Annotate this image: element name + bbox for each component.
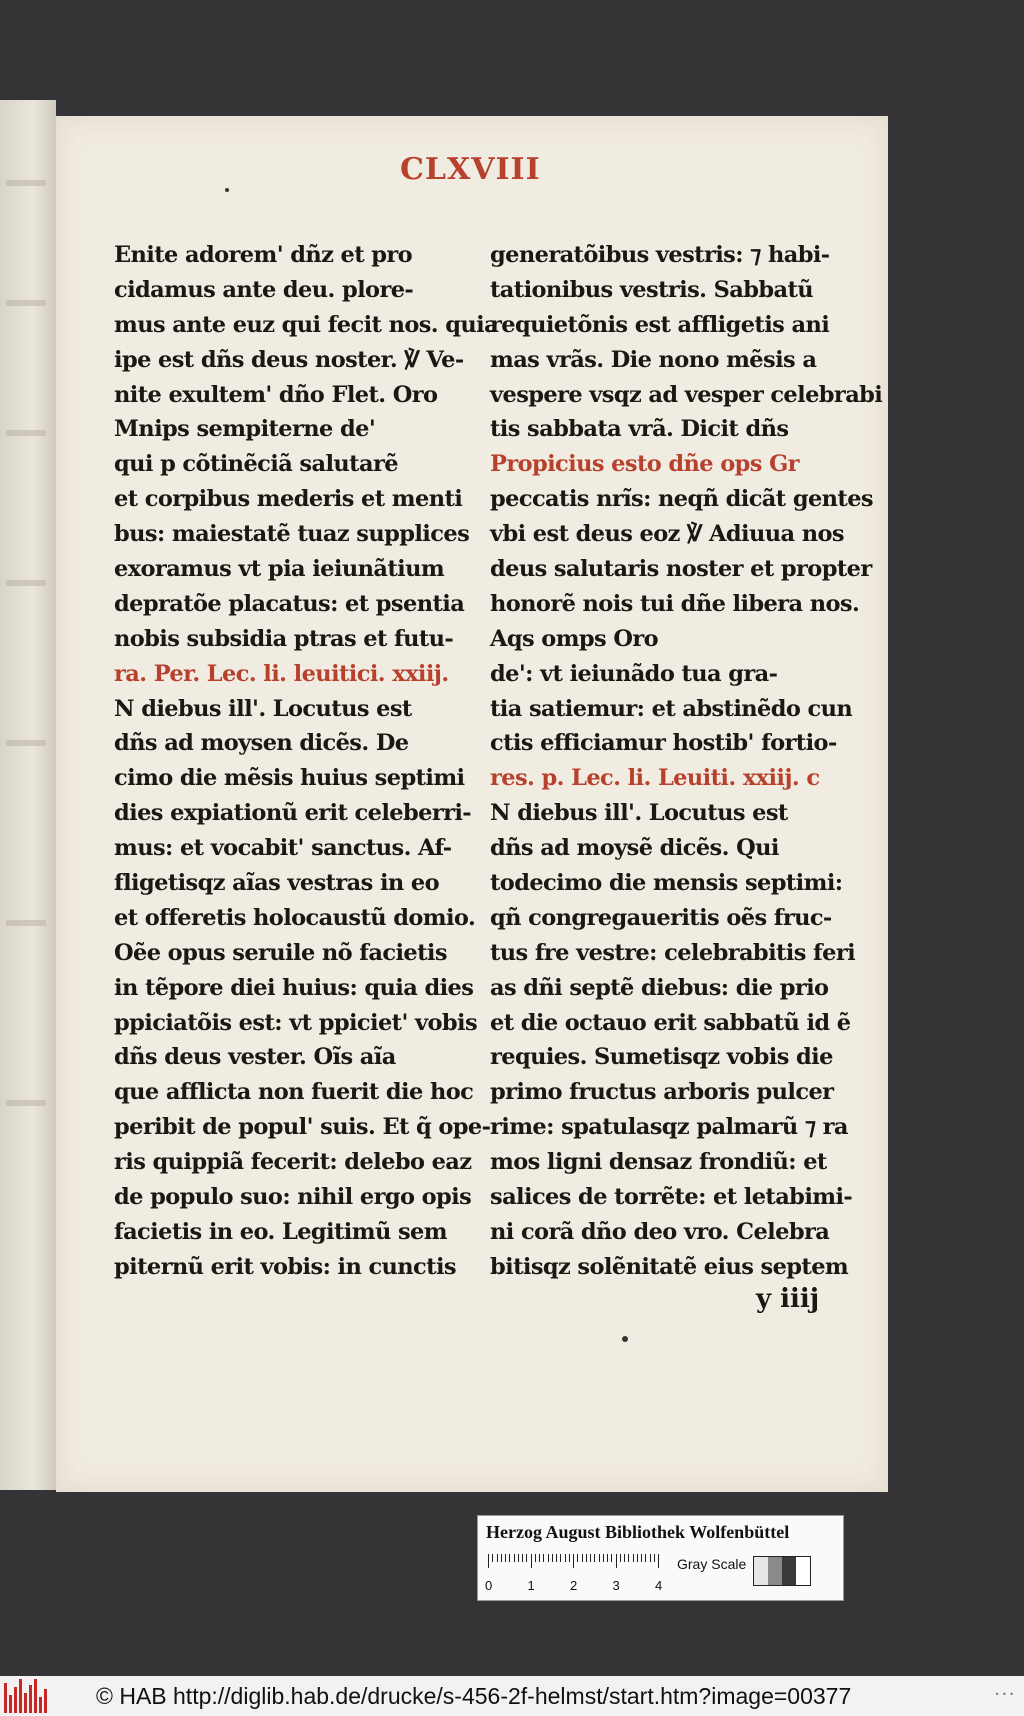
ruler-number: 2 xyxy=(570,1578,578,1593)
footer-bar xyxy=(0,1676,1024,1716)
text-line: in tẽpore diei huius: quia dies xyxy=(114,974,474,1001)
ruler-tick xyxy=(492,1554,493,1562)
text-line: mos ligni densaz frondiũ: et xyxy=(490,1149,827,1176)
text-line: Oẽe opus seruile nõ facietis xyxy=(114,939,447,966)
ruler-tick xyxy=(518,1554,519,1562)
ruler-tick xyxy=(611,1554,612,1562)
ruler-tick xyxy=(509,1554,510,1562)
text-line: N diebus ill'. Locutus est xyxy=(490,800,788,827)
text-line: todecimo die mensis septimi: xyxy=(490,870,843,897)
text-line: de': vt ieiunãdo tua gra- xyxy=(490,660,778,687)
text-line: vbi est deus eoz ℣ Adiuua nos xyxy=(490,521,844,548)
logo-bar xyxy=(24,1693,27,1713)
text-line: generatõibus vestris: ⁊ habi- xyxy=(490,242,830,268)
facing-page-ghost-text xyxy=(6,180,46,186)
facing-page-ghost-text xyxy=(6,740,46,746)
ruler-tick xyxy=(624,1554,625,1562)
text-line: ctis efficiamur hostib' fortio- xyxy=(490,730,837,757)
text-line: ris quippiã fecerit: delebo eaz xyxy=(114,1149,472,1176)
text-line: fligetisqz aĩas vestras in eo xyxy=(114,870,440,897)
text-line: tis sabbata vrã. Dicit dñs xyxy=(490,416,789,443)
text-line: et offeretis holocaustũ domio. xyxy=(114,904,476,931)
ruler-tick xyxy=(552,1554,553,1562)
logo-bar xyxy=(34,1679,37,1713)
gray-swatch xyxy=(782,1557,796,1585)
ruler-number: 1 xyxy=(527,1578,535,1593)
ruler-tick xyxy=(497,1554,498,1562)
ruler-tick xyxy=(620,1554,621,1562)
text-line: qui p cõtinẽciã salutarẽ xyxy=(114,451,398,478)
text-line: res. p. Lec. li. Leuiti. xxiij. c xyxy=(490,765,820,792)
logo-bar xyxy=(44,1689,47,1713)
text-line: Aqs omps Oro xyxy=(490,625,658,652)
ruler-tick xyxy=(488,1554,489,1568)
text-line: dñs ad moysẽ dicẽs. Qui xyxy=(490,835,779,862)
ruler-tick xyxy=(645,1554,646,1562)
text-line: salices de torrẽte: et letabimi- xyxy=(490,1184,853,1211)
text-line: mas vrãs. Die nono mẽsis a xyxy=(490,346,817,373)
facing-page-ghost-text xyxy=(6,430,46,436)
text-line: et corpibus mederis et menti xyxy=(114,486,463,513)
ruler-tick xyxy=(586,1554,587,1562)
logo-bar xyxy=(29,1685,32,1713)
ruler-tick xyxy=(577,1554,578,1562)
book-page xyxy=(56,116,888,1492)
text-line: ipe est dñs deus noster. ℣ Ve- xyxy=(114,346,464,373)
footer-dots: • • • xyxy=(994,1690,1014,1699)
text-line: rime: spatulasqz palmarũ ⁊ ra xyxy=(490,1114,848,1141)
ruler-tick xyxy=(637,1554,638,1562)
text-line: mus: et vocabit' sanctus. Af- xyxy=(114,835,452,862)
ruler-tick xyxy=(590,1554,591,1562)
ruler-tick xyxy=(607,1554,608,1562)
text-line: deus salutaris noster et propter xyxy=(490,556,872,583)
ruler-number: 4 xyxy=(655,1578,663,1593)
ruler-tick xyxy=(548,1554,549,1562)
ruler-number: 3 xyxy=(612,1578,620,1593)
gray-swatch xyxy=(754,1557,768,1585)
text-line: requietõnis est affligetis ani xyxy=(490,311,830,338)
ruler-tick xyxy=(641,1554,642,1562)
color-calibration-card xyxy=(477,1515,844,1601)
ruler-tick xyxy=(543,1554,544,1562)
text-line: Enite adorem' dñz et pro xyxy=(114,242,413,268)
card-title: Herzog August Bibliothek Wolfenbüttel xyxy=(486,1522,790,1542)
ruler-tick xyxy=(514,1554,515,1562)
ruler-tick xyxy=(650,1554,651,1562)
text-line: primo fructus arboris pulcer xyxy=(490,1079,834,1106)
text-line: requies. Sumetisqz vobis die xyxy=(490,1044,833,1071)
right-text-column xyxy=(490,238,883,1285)
ruler-tick xyxy=(526,1554,527,1562)
text-line: Propicius esto dñe ops Gr xyxy=(490,451,799,478)
text-line: peribit de popul' suis. Et q̃ ope- xyxy=(114,1114,491,1141)
gray-scale-label: Gray Scale xyxy=(677,1556,747,1572)
text-line: vespere vsqz ad vesper celebrabi xyxy=(490,381,883,408)
scale-ruler xyxy=(484,1554,674,1576)
ruler-tick xyxy=(535,1554,536,1562)
text-line: tus fre vestre: celebrabitis feri xyxy=(490,939,856,966)
logo-bar xyxy=(9,1695,12,1713)
ruler-tick xyxy=(616,1554,617,1568)
text-line: mus ante euz qui fecit nos. quia xyxy=(114,311,499,338)
text-line: Mnips sempiterne de' xyxy=(114,416,376,443)
text-line: tationibus vestris. Sabbatũ xyxy=(490,276,814,303)
facing-page-ghost-text xyxy=(6,300,46,306)
text-line: cimo die mẽsis huius septimi xyxy=(114,765,465,792)
gray-swatch xyxy=(796,1557,810,1585)
text-line: depratõe placatus: et psentia xyxy=(114,590,465,617)
source-url[interactable]: © HAB http://diglib.hab.de/drucke/s-456-2f-helmst/start.htm?image=00377 xyxy=(96,1682,852,1709)
text-line: honorẽ nois tui dñe libera nos. xyxy=(490,590,860,617)
ruler-tick xyxy=(531,1554,532,1568)
ruler-tick xyxy=(603,1554,604,1562)
gray-swatches xyxy=(753,1556,811,1586)
folio-number: CLXVIII xyxy=(400,152,541,187)
logo-bar xyxy=(39,1697,42,1713)
ruler-tick xyxy=(599,1554,600,1562)
text-line: cidamus ante deu. plore- xyxy=(114,276,414,303)
text-line: bus: maiestatẽ tuaz supplices xyxy=(114,521,470,548)
text-line: piternũ erit vobis: in cunctis xyxy=(114,1253,456,1280)
text-line: que afflicta non fuerit die hoc xyxy=(114,1079,474,1106)
ruler-tick xyxy=(633,1554,634,1562)
facing-page-ghost-text xyxy=(6,920,46,926)
ruler-tick xyxy=(582,1554,583,1562)
text-line: ppiciatõis est: vt ppiciet' vobis xyxy=(114,1009,478,1036)
ruler-tick xyxy=(658,1554,659,1568)
ruler-tick xyxy=(594,1554,595,1562)
text-line: N diebus ill'. Locutus est xyxy=(114,695,412,722)
ruler-tick xyxy=(501,1554,502,1562)
ruler-tick xyxy=(565,1554,566,1562)
text-line: dñs deus vester. Oĩs aĩa xyxy=(114,1044,396,1071)
left-text-column xyxy=(114,238,499,1285)
ruler-tick xyxy=(539,1554,540,1562)
text-line: dies expiationũ erit celeberri- xyxy=(114,800,472,827)
ruler-tick xyxy=(654,1554,655,1562)
ruler-tick xyxy=(573,1554,574,1568)
text-line: exoramus vt pia ieiunãtium xyxy=(114,556,445,583)
text-line: as dñi septẽ diebus: die prio xyxy=(490,974,829,1001)
facing-page-ghost-text xyxy=(6,1100,46,1106)
signature-mark: y iiij xyxy=(756,1284,820,1314)
logo-bar xyxy=(19,1679,22,1713)
logo-bar xyxy=(14,1687,17,1713)
ruler-tick xyxy=(522,1554,523,1562)
facing-page-edge xyxy=(0,100,56,1490)
ruler-tick xyxy=(628,1554,629,1562)
text-line: dñs ad moysen dicẽs. De xyxy=(114,730,409,757)
ink-spot xyxy=(225,188,229,192)
facing-page-ghost-text xyxy=(6,580,46,586)
text-line: nite exultem' dño Flet. Oro xyxy=(114,381,438,408)
ink-spot xyxy=(622,1336,628,1342)
logo-bar xyxy=(4,1683,7,1713)
ruler-tick xyxy=(556,1554,557,1562)
text-line: qñ congregaueritis oẽs fruc- xyxy=(490,904,832,931)
text-line: ni corã dño deo vro. Celebra xyxy=(490,1218,830,1245)
ruler-number: 0 xyxy=(485,1578,493,1593)
text-line: facietis in eo. Legitimũ sem xyxy=(114,1218,447,1245)
text-line: ra. Per. Lec. li. leuitici. xxiij. xyxy=(114,660,449,687)
text-line: nobis subsidia ptras et futu- xyxy=(114,625,454,652)
hab-logo-icon xyxy=(4,1679,48,1713)
text-line: peccatis nrĩs: neqñ dicãt gentes xyxy=(490,486,873,513)
text-line: tia satiemur: et abstinẽdo cun xyxy=(490,695,853,722)
text-line: de populo suo: nihil ergo opis xyxy=(114,1184,472,1211)
ruler-tick xyxy=(560,1554,561,1562)
text-line: bitisqz solẽnitatẽ eius septem xyxy=(490,1253,849,1280)
text-line: et die octauo erit sabbatũ id ẽ xyxy=(490,1009,851,1036)
ruler-tick xyxy=(569,1554,570,1562)
ruler-tick xyxy=(505,1554,506,1562)
gray-swatch xyxy=(768,1557,782,1585)
